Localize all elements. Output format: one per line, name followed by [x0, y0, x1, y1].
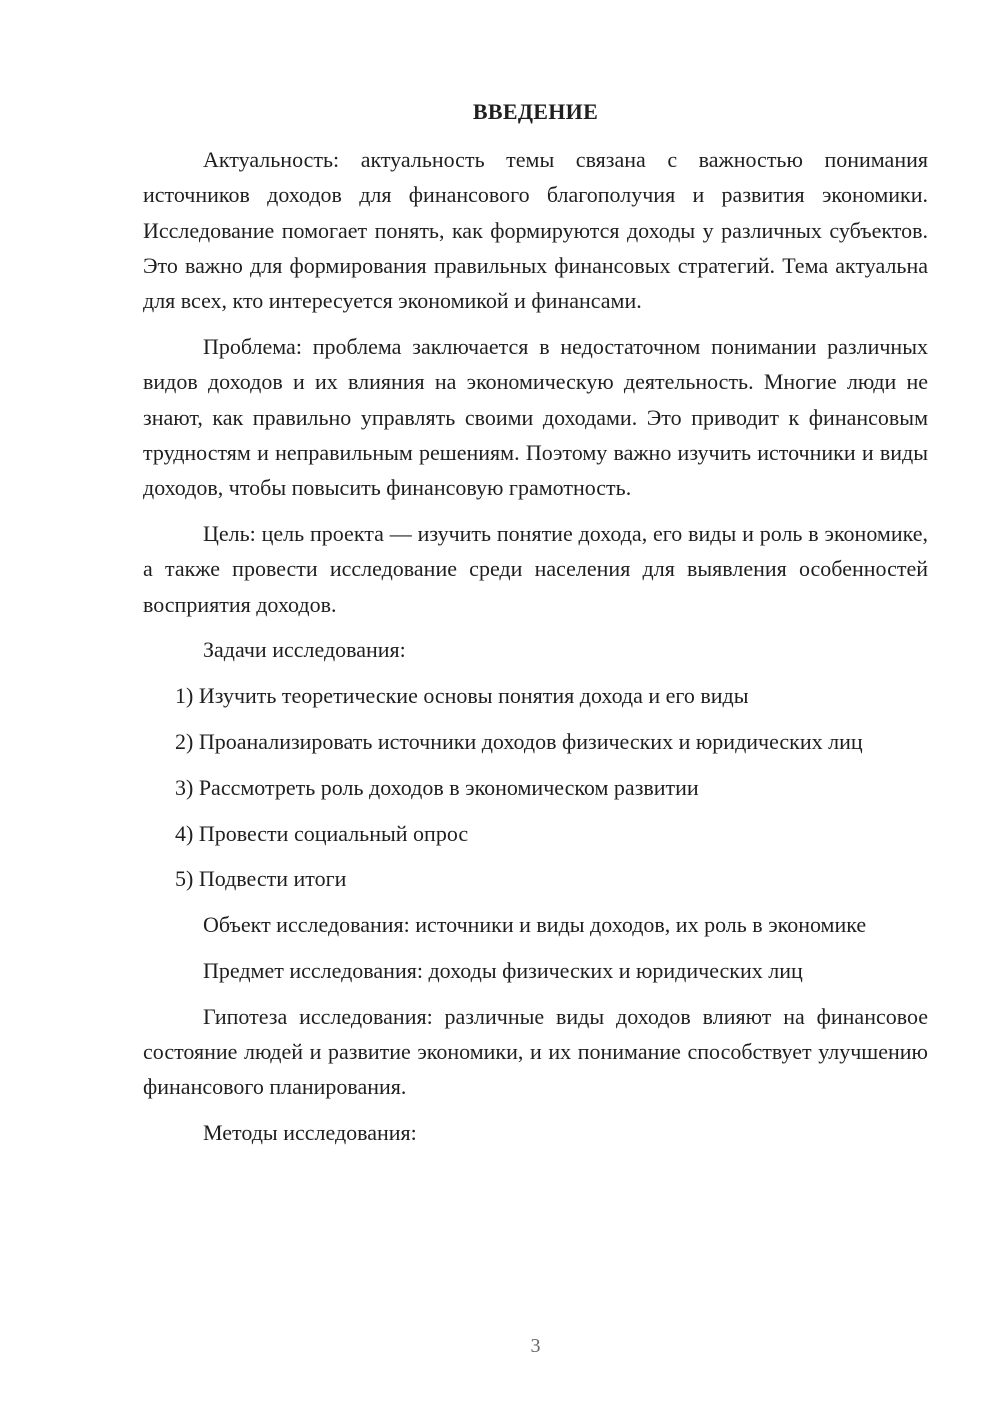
paragraph-goal: Цель: цель проекта — изучить понятие дохода, его виды и роль в экономике, а также провести исследование среди населения для выявления особенностей восприятия доходов. — [143, 520, 928, 617]
paragraph-tasks-heading: Задачи исследования: — [203, 637, 406, 663]
task-list-item: 3) Рассмотреть роль доходов в экономическом развитии — [175, 774, 699, 800]
paragraph-hypothesis: Гипотеза исследования: различные виды доходов влияют на финансовое состояние людей и развитие экономики, и их понимание способствует улучшению финансового планирования. — [143, 1003, 928, 1100]
paragraph-methods: Методы исследования: — [203, 1120, 417, 1146]
paragraph-object: Объект исследования: источники и виды доходов, их роль в экономике — [203, 912, 867, 938]
document-body — [143, 142, 928, 1161]
task-list-item: 4) Провести социальный опрос — [175, 820, 469, 846]
paragraph-relevance: Актуальность: актуальность темы связана с важностью понимания источников доходов для финансового благополучия и развития экономики. Исследование помогает понять, как формируются доходы у различных субъектов. Это важно для формирования правильных финансовых стратегий. Тема актуальна для всех, кто интересуется экономикой и финансами. — [143, 147, 928, 314]
task-list-item: 2) Проанализировать источники доходов физических и юридических лиц — [175, 728, 863, 754]
paragraph-problem: Проблема: проблема заключается в недостаточном понимании различных видов доходов и их влияния на экономическую деятельность. Многие люди не знают, как правильно управлять своими доходами. Это приводит к финансовым трудностям и неправильным решениям. Поэтому важно изучить источники и виды доходов, чтобы повысить финансовую грамотность. — [143, 333, 928, 501]
task-list-item: 5) Подвести итоги — [175, 866, 347, 892]
paragraph-subject: Предмет исследования: доходы физических и юридических лиц — [203, 957, 803, 983]
page-number: 3 — [530, 1335, 541, 1357]
task-list-item: 1) Изучить теоретические основы понятия дохода и его виды — [175, 683, 749, 709]
section-heading: ВВЕДЕНИЕ — [472, 99, 599, 124]
